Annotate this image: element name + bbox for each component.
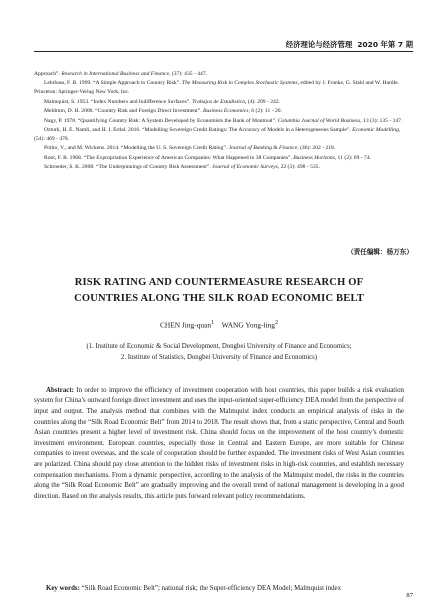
keywords-text: “Silk Road Economic Belt”; national risk; the Super-efficiency DEA Model; Malmquist index	[79, 584, 342, 592]
affiliations	[34, 342, 404, 363]
author-superscript: 2	[274, 320, 279, 326]
abstract	[34, 386, 404, 503]
reference-item: Lehrbass, F. B. 1999. “A Simple Approach to Country Risk”. The Measuring Risk in Complex Stochastic Systems, edited by J. Franke, G. Stahl and W. Hardle. Princeton: Springer-Verlag New York, Inc.	[34, 80, 400, 96]
title-line: RISK RATING AND COUNTERMEASURE RESEARCH OF	[74, 277, 364, 288]
reference-item: Schroeder, S. K. 2008. “The Underpinnings of Country Risk Assessment”. Journal of Economic Surveys, 22 (3): 498 - 535.	[44, 164, 320, 171]
reference-item: Approach”. Research in International Business and Finance, (37): 435 - 447.	[34, 71, 208, 77]
keywords	[34, 584, 404, 595]
page-number: 87	[406, 592, 413, 599]
responsible-editor: （责任编辑：杨万东）	[347, 248, 413, 256]
reference-item: Malmquist, S. 1953. “Index Numbers and Indifference Surfaces”. Trabajos de Estadistica, (4): 209 - 242.	[44, 98, 281, 105]
reference-list	[34, 70, 404, 172]
author-line	[34, 320, 404, 329]
article-title	[34, 275, 404, 307]
affiliation-line: (1. Institute of Economic & Social Development, Dongbei University of Finance and Economics;	[86, 343, 352, 350]
header-rule	[34, 51, 413, 52]
affiliation-line: 2. Institute of Statistics, Dongbei University of Finance and Economics)	[120, 353, 318, 361]
reference-item: Nagy, P. 1978. “Quantifying Country Risk: A System Developed by Economists the Bank of Montreal”. Columbia Journal of World Business, 13 (3): 135 - 147.	[44, 117, 403, 124]
running-header	[286, 39, 413, 50]
keywords-label: Key words:	[46, 584, 80, 592]
reference-item: Root, F. R. 1968. “The Expropriation Experience of American Companies: What Happened to 38 Companies”. Business Horizons, 11 (2): 69 - 74.	[44, 154, 372, 161]
reference-item: Ozturk, H. E. Namli, and H. I. Erdal. 2016. “Modelling Sovereign Credit Ratings: The Accuracy of Models in a Heterogeneous Sample”. Economic Modelling, (54): 469 - 478.	[34, 126, 401, 142]
author-superscript: 1	[211, 320, 215, 326]
abstract-text: In order to improve the efficiency of investment cooperation with host countries, this paper builds a risk evaluation system for China’s outward foreign direct investment and uses the input-oriented super-efficiency DEA model from the perspective of input and output. The analysis method that combines with the Malmquist index conducts an empirical analysis of risks in the countries along the “Silk Road Economic Belt” from 2014 to 2018. The result shows that, from a static perspective, Central and South Asian countries present a higher level of investment risk. China should focus on the improvement of the host country’s domestic investment environment. European countries, especially those in Central and Eastern Europe, are more suitable for Chinese companies to invest overseas, and the scale of cooperation should be further expanded. The investment risks of West Asian countries are polarized. China should pay close attention to the hidden risks of investment risks in high-risk countries, and establish necessary compensation mechanisms. From a dynamic perspective, according to the analysis of the Malmquist model, the risks in the countries along the “Silk Road Economic Belt” are gradually improving and the overall trend of national management is developing in a good direction. Based on the analysis results, this article puts forward relevant policy recommendations.	[34, 386, 404, 500]
author-name: WANG Yong-ling	[221, 320, 275, 330]
reference-item: Meldrum, D. H. 2000. “Country Risk and Foreign Direct Investment”. Business Economics, 6 (2): 11 - 20.	[44, 108, 282, 115]
abstract-label: Abstract:	[46, 386, 74, 394]
author-name: CHEN Jing-quan	[159, 320, 212, 330]
issue-label: 2020 年第 7 期	[357, 40, 413, 49]
journal-name: 经济理论与经济管理	[285, 40, 353, 49]
reference-item: Polito, V., and M. Wickens. 2014. “Modelling the U. S. Sovereign Credit Rating”. Journal of Banking & Finance, (46): 202 - 218.	[44, 145, 336, 152]
title-line: COUNTRIES ALONG THE SILK ROAD ECONOMIC BELT	[74, 293, 364, 304]
